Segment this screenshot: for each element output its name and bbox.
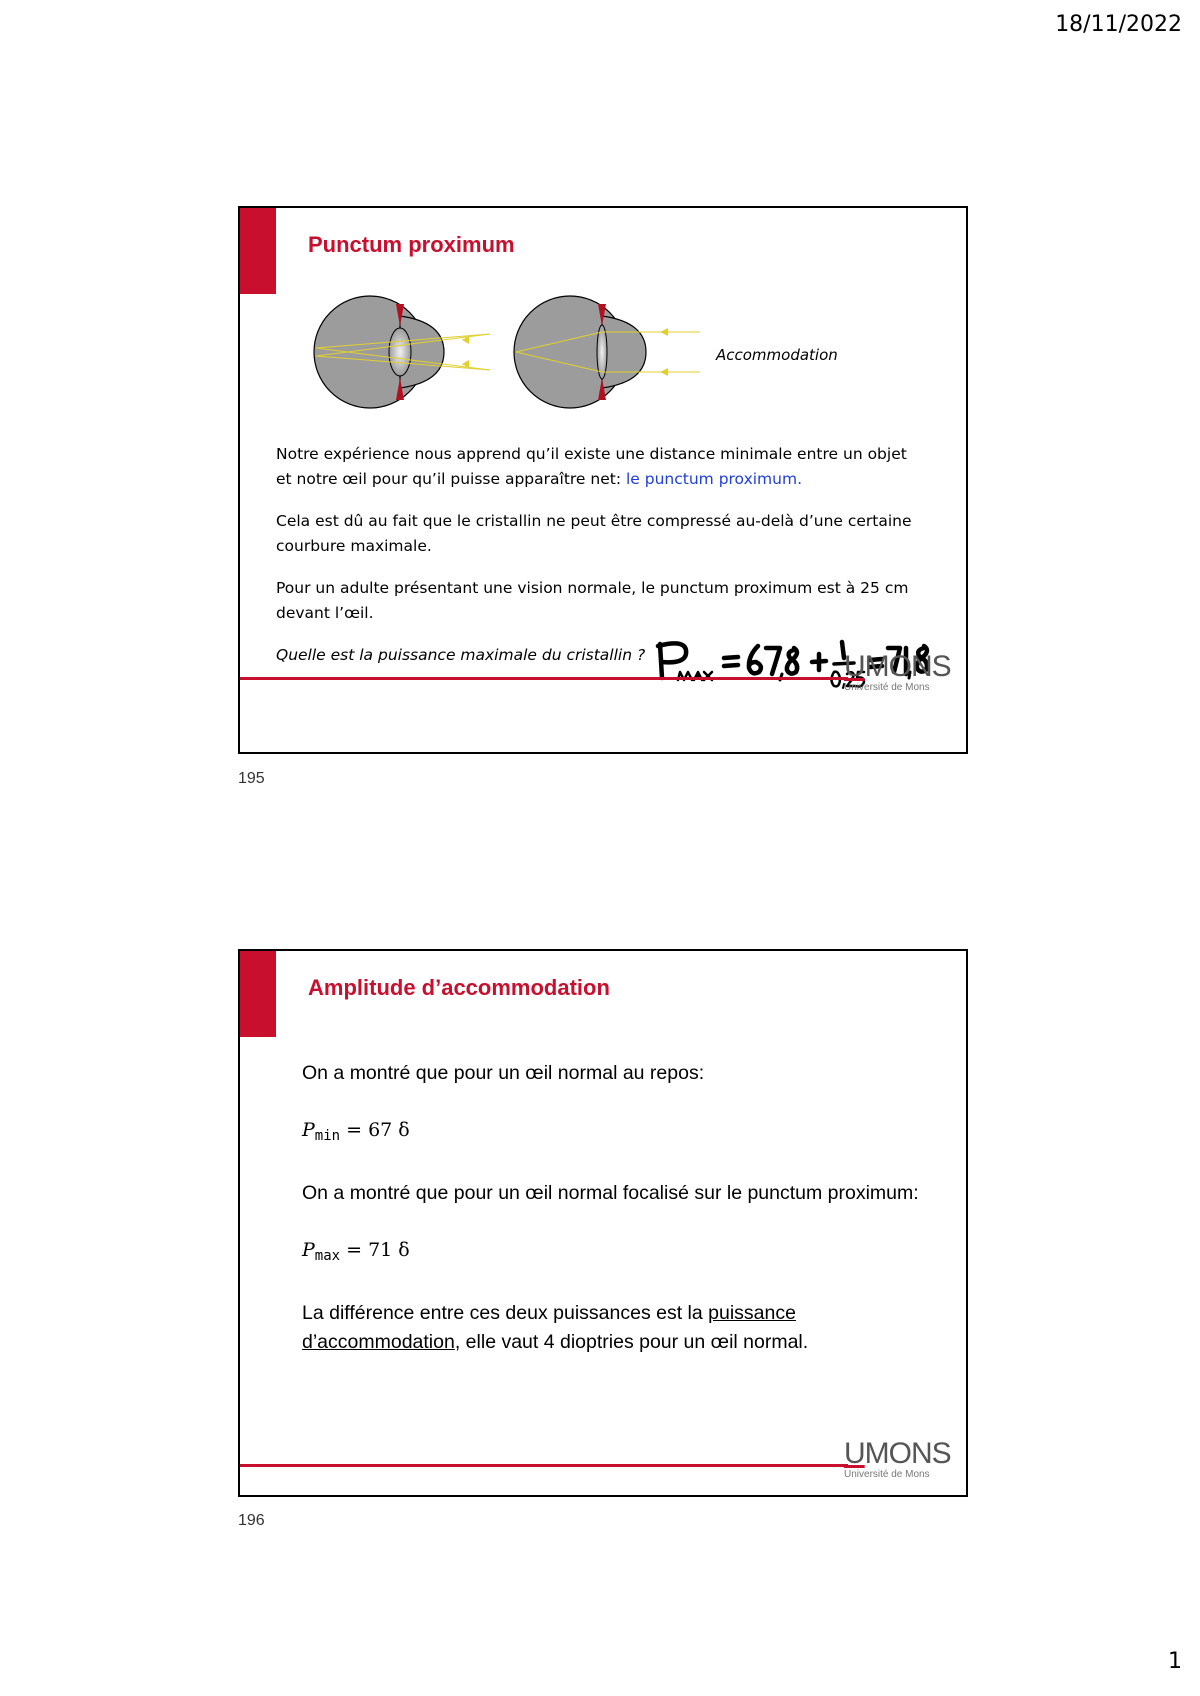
paragraph [302,1299,922,1357]
slide-accent-bar [240,208,276,294]
paragraph: On a montré que pour un œil normal au repos: [302,1062,705,1084]
highlight-term: le punctum proximum. [625,470,802,488]
document-date: 18/11/2022 [1055,12,1182,37]
slide-number: 195 [238,770,265,787]
math-rhs: = 67 δ [340,1119,410,1141]
paragraph [276,442,916,492]
paragraph: Cela est dû au fait que le cristallin ne peut être compressé au-delà d’une certaine courbure maximale. [276,512,912,555]
umons-logo [844,1439,966,1480]
logo-text: U [844,1439,865,1470]
paragraph: On a montré que pour un œil normal focalisé sur le punctum proximum: [302,1182,919,1204]
eye-far-focus [514,296,700,408]
equation-pmax [302,1236,922,1271]
slide-punctum-proximum [238,206,968,754]
logo-text: MONS [864,652,951,683]
eye-near-focus [314,296,490,408]
equation-pmin [302,1116,922,1151]
umons-logo [844,652,966,693]
footer-line [240,1464,848,1467]
math-symbol: P [302,1119,315,1141]
paragraph-text: La différence entre ces deux puissances est la [302,1302,709,1324]
math-subscript: max [314,1248,341,1264]
page-number: 1 [1168,1649,1182,1674]
eye-accommodation-diagram [312,292,702,412]
paragraph-text: , elle vaut 4 dioptries pour un œil normal. [454,1331,809,1353]
math-symbol: P [302,1239,315,1261]
paragraph-text: Notre expérience nous apprend qu’il existe une distance minimale entre un objet et notre œil pour qu’il puisse apparaître net: [276,445,907,488]
slide-body [302,1059,922,1385]
logo-subtitle: Université de Mons [844,682,930,693]
figure-label: Accommodation [716,346,838,364]
paragraph: Pour un adulte présentant une vision normale, le punctum proximum est à 25 cm devant l’œil. [276,579,909,622]
math-subscript: min [314,1128,341,1144]
slide-title: Amplitude d’accommodation [308,975,610,1000]
slide-amplitude-accommodation [238,949,968,1497]
footer-line [240,677,848,680]
logo-subtitle: Université de Mons [844,1469,930,1480]
slide-accent-bar [240,951,276,1037]
question: Quelle est la puissance maximale du cristallin ? [276,646,646,664]
logo-text: MONS [864,1439,951,1470]
underlined-term: puissance d’accommodation [302,1302,796,1353]
math-rhs: = 71 δ [340,1239,410,1261]
slide-number: 196 [238,1512,265,1529]
slide-title: Punctum proximum [308,232,515,257]
logo-text: U [844,652,865,683]
